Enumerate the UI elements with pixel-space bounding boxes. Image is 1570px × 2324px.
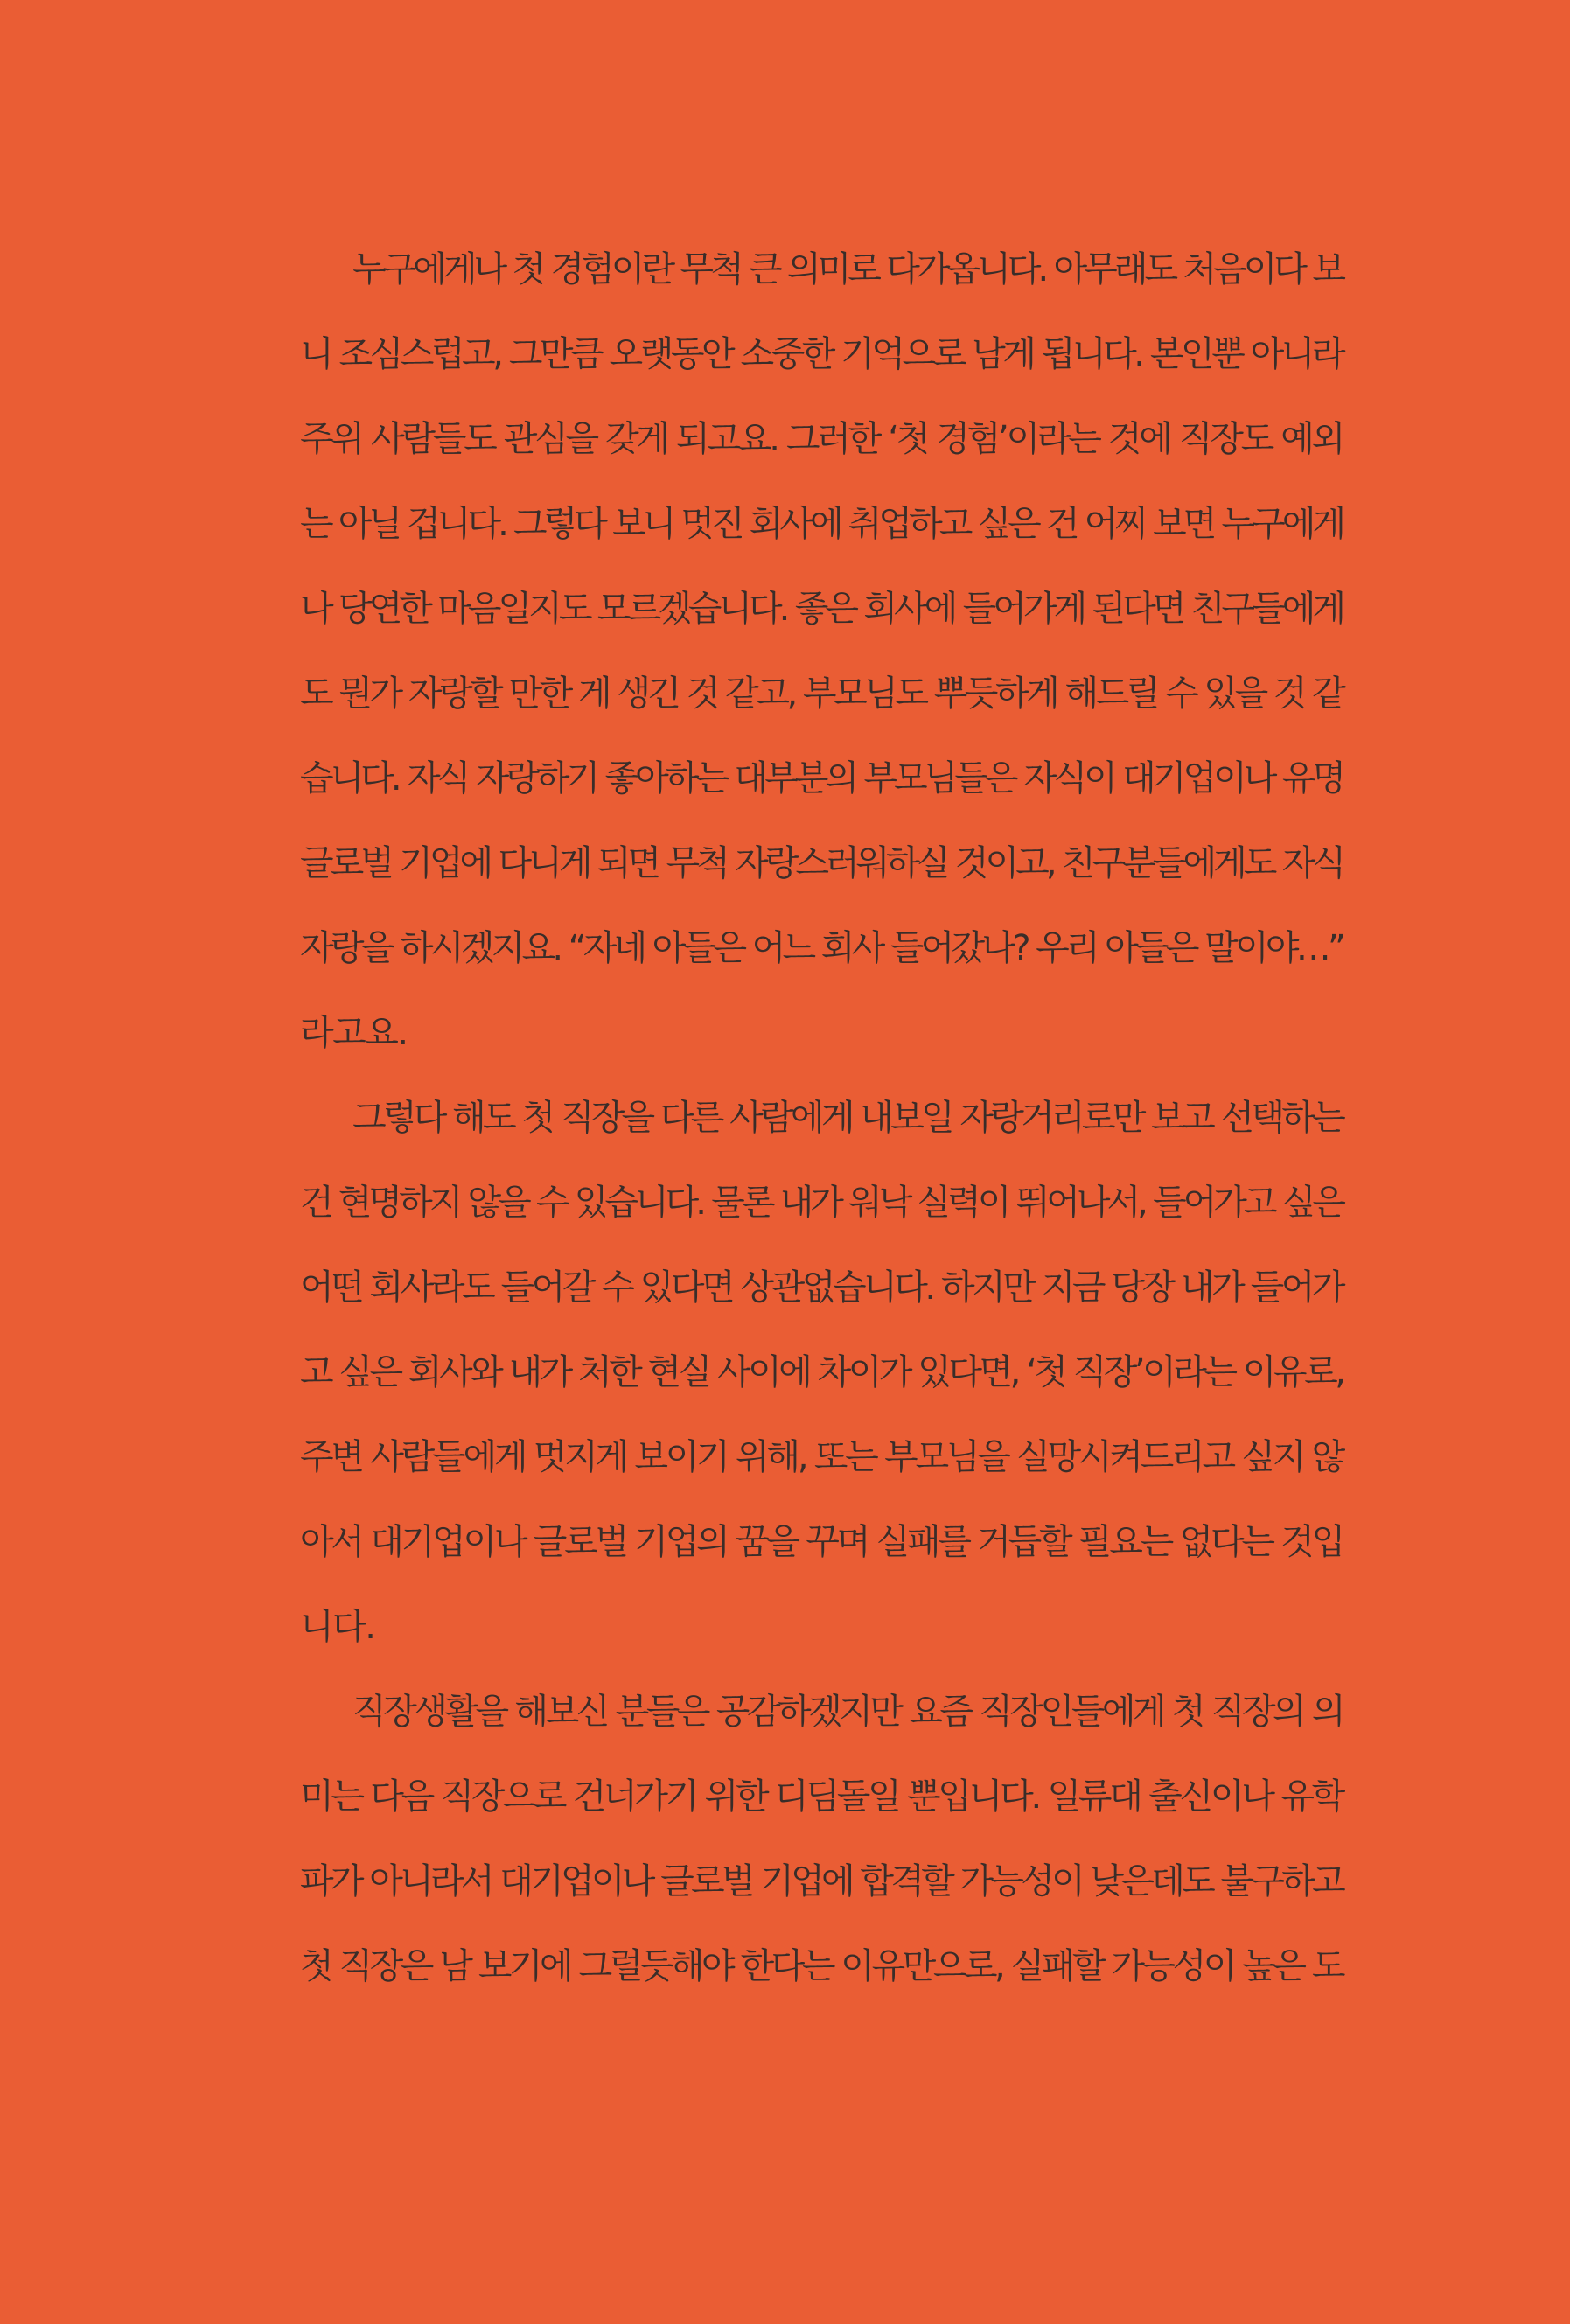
text-line: 주위 사람들도 관심을 갖게 되고요. 그러한 ‘첫 경험’이라는 것에 직장도 예외 (300, 419, 1343, 459)
text-line: 그렇다 해도 첫 직장을 다른 사람에게 내보일 자랑거리로만 보고 선택하는 (352, 1098, 1343, 1138)
text-line: 첫 직장은 남 보기에 그럴듯해야 한다는 이유만으로, 실패할 가능성이 높은 도 (300, 1946, 1343, 1986)
text-line: 라고요. (300, 1013, 408, 1053)
text-line: 나 당연한 마음일지도 모르겠습니다. 좋은 회사에 들어가게 된다면 친구들에게 (300, 589, 1343, 629)
text-line: 파가 아니라서 대기업이나 글로벌 기업에 합격할 가능성이 낮은데도 불구하고 (300, 1861, 1343, 1902)
paragraph-3 (300, 1670, 1343, 2009)
text-line: 건 현명하지 않을 수 있습니다. 물론 내가 워낙 실력이 뛰어나서, 들어가고 싶은 (300, 1183, 1343, 1223)
text-line: 습니다. 자식 자랑하기 좋아하는 대부분의 부모님들은 자식이 대기업이나 유명 (300, 758, 1343, 799)
text-line: 아서 대기업이나 글로벌 기업의 꿈을 꾸며 실패를 거듭할 필요는 없다는 것입 (300, 1522, 1343, 1562)
text-line: 니 조심스럽고, 그만큼 오랫동안 소중한 기억으로 남게 됩니다. 본인뿐 아니라 (300, 334, 1343, 374)
text-line: 고 싶은 회사와 내가 처한 현실 사이에 차이가 있다면, ‘첫 직장’이라는 이유로, (300, 1352, 1343, 1392)
text-line: 는 아닐 겁니다. 그렇다 보니 멋진 회사에 취업하고 싶은 건 어찌 보면 누구에게 (300, 504, 1343, 544)
text-line: 직장생활을 해보신 분들은 공감하겠지만 요즘 직장인들에게 첫 직장의 의 (352, 1692, 1343, 1732)
text-line: 자랑을 하시겠지요. “자네 아들은 어느 회사 들어갔나? 우리 아들은 말이야…” (300, 928, 1343, 968)
text-line: 니다. (300, 1607, 375, 1647)
text-line: 미는 다음 직장으로 건너가기 위한 디딤돌일 뿐입니다. 일류대 출신이나 유학 (300, 1776, 1343, 1817)
paragraph-2 (300, 1076, 1343, 1670)
paragraph-1 (300, 227, 1343, 1076)
text-line: 도 뭔가 자랑할 만한 게 생긴 것 같고, 부모님도 뿌듯하게 해드릴 수 있을 것 같 (300, 673, 1343, 714)
text-line: 주변 사람들에게 멋지게 보이기 위해, 또는 부모님을 실망시켜드리고 싶지 않 (300, 1437, 1343, 1477)
body-text (300, 227, 1343, 2009)
text-line: 글로벌 기업에 다니게 되면 무척 자랑스러워하실 것이고, 친구분들에게도 자식 (300, 843, 1343, 883)
text-line: 누구에게나 첫 경험이란 무척 큰 의미로 다가옵니다. 아무래도 처음이다 보 (352, 249, 1343, 290)
text-line: 어떤 회사라도 들어갈 수 있다면 상관없습니다. 하지만 지금 당장 내가 들어가 (300, 1267, 1343, 1308)
